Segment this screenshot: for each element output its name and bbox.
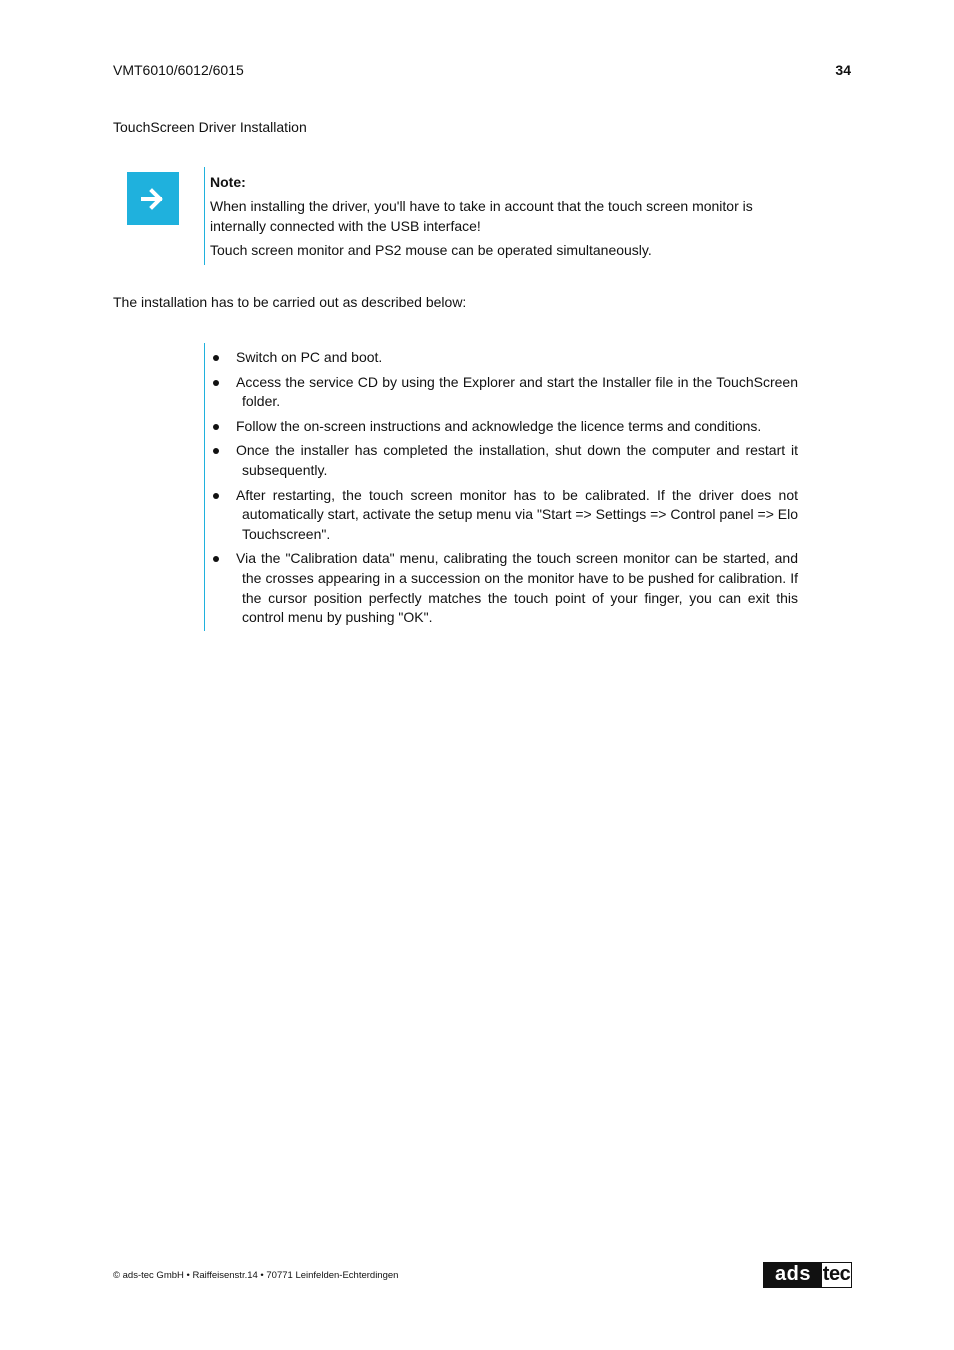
note-box [210,172,798,260]
bullet-icon [213,355,219,361]
list-item: Once the installer has completed the installation, shut down the computer and restart it subsequently. [211,441,798,480]
bullet-icon [213,493,219,499]
list-item: After restarting, the touch screen monitor has to be calibrated. If the driver does not automatically start, activate the setup menu via "Start => Settings => Control panel => Elo Touchscreen". [211,486,798,545]
arrow-right-icon [127,172,179,225]
list-item: Switch on PC and boot. [211,348,798,368]
logo-text-tec: tec [822,1263,851,1285]
bullet-icon [213,380,219,386]
list-item: Via the "Calibration data" menu, calibrating the touch screen monitor can be started, and the crosses appearing in a succession on the monitor have to be pushed for calibration. If the cursor position perfectly matches the touch point of your finger, you can exit this control menu by pushing "OK". [211,549,798,627]
section-title: TouchScreen Driver Installation [113,119,307,135]
footer-address: © ads-tec GmbH • Raiffeisenstr.14 • 70771 Leinfelden-Echterdingen [113,1270,399,1281]
note-divider [204,167,205,265]
bullet-icon [213,556,219,562]
company-logo [763,1262,852,1288]
note-paragraph: When installing the driver, you'll have to take in account that the touch screen monitor is internally connected with the USB interface! [210,198,753,234]
bullet-icon [213,448,219,454]
note-label: Note: [210,174,246,190]
list-item: Access the service CD by using the Explorer and start the Installer file in the TouchScreen folder. [211,373,798,412]
logo-text-ads: ads [764,1263,822,1287]
note-paragraph: Touch screen monitor and PS2 mouse can be operated simultaneously. [210,242,652,258]
intro-text: The installation has to be carried out as described below: [113,294,467,310]
list-divider [204,343,205,631]
page-number: 34 [835,62,851,78]
list-item: Follow the on-screen instructions and acknowledge the licence terms and conditions. [211,417,798,437]
installation-steps [211,348,798,633]
document-model: VMT6010/6012/6015 [113,62,244,78]
bullet-icon [213,424,219,430]
